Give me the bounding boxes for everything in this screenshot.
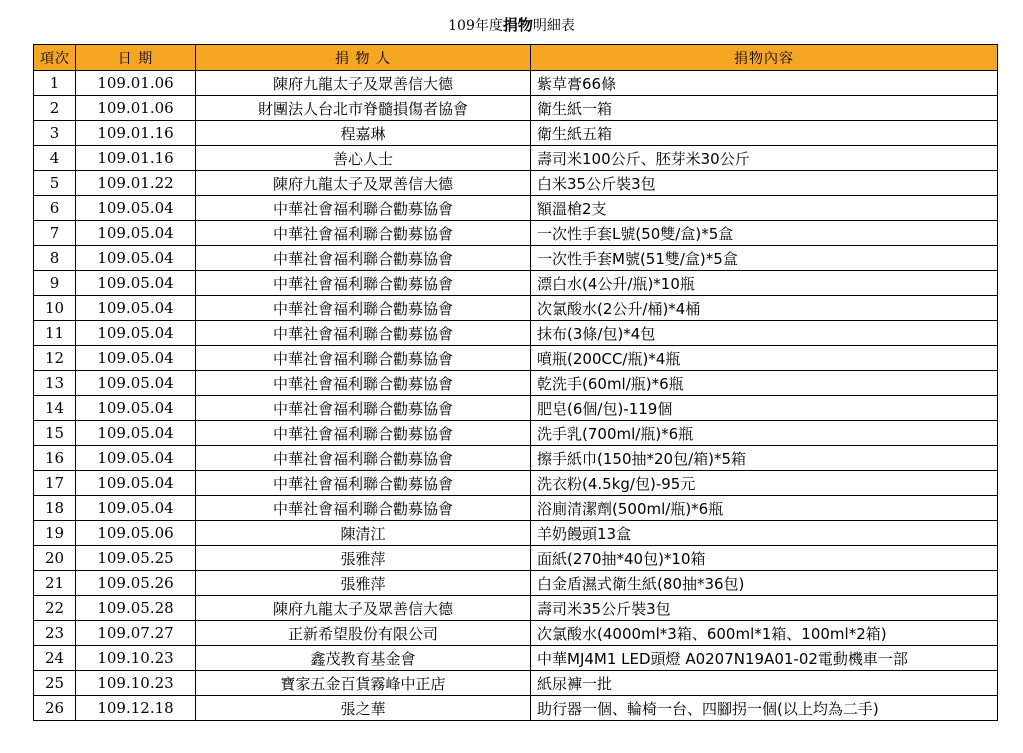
row-index: 10 — [34, 296, 76, 321]
row-index: 23 — [34, 621, 76, 646]
table-row — [34, 646, 998, 671]
row-date: 109.05.04 — [76, 471, 196, 496]
row-date: 109.12.18 — [76, 696, 196, 721]
row-index: 3 — [34, 121, 76, 146]
row-index: 2 — [34, 96, 76, 121]
row-content: 助行器一個、輪椅一台、四腳拐一個(以上均為二手) — [531, 696, 998, 721]
row-donor: 中華社會福利聯合勸募協會 — [196, 471, 531, 496]
row-donor: 張雅萍 — [196, 571, 531, 596]
donation-table — [33, 44, 998, 721]
table-row — [34, 146, 998, 171]
row-date: 109.01.06 — [76, 71, 196, 96]
row-content: 額溫槍2支 — [531, 196, 998, 221]
table-row — [34, 246, 998, 271]
table-row — [34, 321, 998, 346]
table-row — [34, 546, 998, 571]
row-date: 109.05.04 — [76, 446, 196, 471]
header-content: 捐物內容 — [531, 45, 998, 71]
row-index: 20 — [34, 546, 76, 571]
row-donor: 程嘉琳 — [196, 121, 531, 146]
table-row — [34, 221, 998, 246]
row-content: 一次性手套M號(51雙/盒)*5盒 — [531, 246, 998, 271]
row-date: 109.05.26 — [76, 571, 196, 596]
row-donor: 中華社會福利聯合勸募協會 — [196, 421, 531, 446]
table-row — [34, 196, 998, 221]
row-donor: 中華社會福利聯合勸募協會 — [196, 221, 531, 246]
row-date: 109.05.04 — [76, 321, 196, 346]
table-row — [34, 521, 998, 546]
table-row — [34, 621, 998, 646]
row-date: 109.05.04 — [76, 421, 196, 446]
row-index: 8 — [34, 246, 76, 271]
row-index: 22 — [34, 596, 76, 621]
title-bold: 捐物 — [502, 16, 533, 34]
row-donor: 中華社會福利聯合勸募協會 — [196, 346, 531, 371]
table-row — [34, 96, 998, 121]
row-date: 109.05.25 — [76, 546, 196, 571]
row-content: 白金盾濕式衛生紙(80抽*36包) — [531, 571, 998, 596]
title-suffix: 明細表 — [532, 18, 575, 34]
row-donor: 中華社會福利聯合勸募協會 — [196, 271, 531, 296]
table-row — [34, 71, 998, 96]
row-index: 9 — [34, 271, 76, 296]
row-date: 109.05.04 — [76, 496, 196, 521]
row-donor: 中華社會福利聯合勸募協會 — [196, 246, 531, 271]
row-content: 擦手紙巾(150抽*20包/箱)*5箱 — [531, 446, 998, 471]
row-content: 一次性手套L號(50雙/盒)*5盒 — [531, 221, 998, 246]
header-donor: 捐 物 人 — [196, 45, 531, 71]
table-row — [34, 396, 998, 421]
row-donor: 陳府九龍太子及眾善信大德 — [196, 71, 531, 96]
row-donor: 善心人士 — [196, 146, 531, 171]
row-date: 109.05.04 — [76, 346, 196, 371]
row-date: 109.05.04 — [76, 396, 196, 421]
row-donor: 正新希望股份有限公司 — [196, 621, 531, 646]
row-content: 洗手乳(700ml/瓶)*6瓶 — [531, 421, 998, 446]
row-donor: 中華社會福利聯合勸募協會 — [196, 196, 531, 221]
row-content: 紫草膏66條 — [531, 71, 998, 96]
row-index: 15 — [34, 421, 76, 446]
table-row — [34, 571, 998, 596]
row-donor: 中華社會福利聯合勸募協會 — [196, 446, 531, 471]
row-content: 次氯酸水(4000ml*3箱、600ml*1箱、100ml*2箱) — [531, 621, 998, 646]
table-row — [34, 171, 998, 196]
row-donor: 寶家五金百貨霧峰中正店 — [196, 671, 531, 696]
row-donor: 中華社會福利聯合勸募協會 — [196, 321, 531, 346]
row-donor: 中華社會福利聯合勸募協會 — [196, 296, 531, 321]
row-donor: 財團法人台北市脊髓損傷者協會 — [196, 96, 531, 121]
row-donor: 中華社會福利聯合勸募協會 — [196, 496, 531, 521]
row-content: 面紙(270抽*40包)*10箱 — [531, 546, 998, 571]
table-row — [34, 371, 998, 396]
row-index: 24 — [34, 646, 76, 671]
row-date: 109.05.04 — [76, 221, 196, 246]
row-donor: 中華社會福利聯合勸募協會 — [196, 371, 531, 396]
row-index: 21 — [34, 571, 76, 596]
table-row — [34, 671, 998, 696]
row-date: 109.05.04 — [76, 196, 196, 221]
row-date: 109.05.04 — [76, 271, 196, 296]
page-title — [0, 14, 1023, 37]
row-index: 4 — [34, 146, 76, 171]
row-index: 7 — [34, 221, 76, 246]
row-date: 109.01.06 — [76, 96, 196, 121]
row-index: 6 — [34, 196, 76, 221]
table-row — [34, 296, 998, 321]
row-index: 17 — [34, 471, 76, 496]
row-date: 109.05.06 — [76, 521, 196, 546]
row-content: 紙尿褲一批 — [531, 671, 998, 696]
row-content: 噴瓶(200CC/瓶)*4瓶 — [531, 346, 998, 371]
row-content: 衛生紙一箱 — [531, 96, 998, 121]
row-donor: 中華社會福利聯合勸募協會 — [196, 396, 531, 421]
row-date: 109.01.16 — [76, 121, 196, 146]
table-row — [34, 496, 998, 521]
row-content: 乾洗手(60ml/瓶)*6瓶 — [531, 371, 998, 396]
row-date: 109.10.23 — [76, 646, 196, 671]
row-index: 5 — [34, 171, 76, 196]
row-index: 16 — [34, 446, 76, 471]
row-content: 衛生紙五箱 — [531, 121, 998, 146]
row-donor: 張之華 — [196, 696, 531, 721]
row-date: 109.05.28 — [76, 596, 196, 621]
table-row — [34, 471, 998, 496]
row-index: 19 — [34, 521, 76, 546]
row-index: 14 — [34, 396, 76, 421]
table-row — [34, 271, 998, 296]
table-row — [34, 421, 998, 446]
table-header-row — [34, 45, 998, 71]
row-donor: 陳清江 — [196, 521, 531, 546]
row-date: 109.01.16 — [76, 146, 196, 171]
table-body — [34, 71, 998, 721]
row-donor: 陳府九龍太子及眾善信大德 — [196, 171, 531, 196]
row-donor: 陳府九龍太子及眾善信大德 — [196, 596, 531, 621]
row-content: 中華MJ4M1 LED頭燈 A0207N19A01-02電動機車一部 — [531, 646, 998, 671]
row-date: 109.10.23 — [76, 671, 196, 696]
row-content: 肥皂(6個/包)-119個 — [531, 396, 998, 421]
row-index: 25 — [34, 671, 76, 696]
table-row — [34, 446, 998, 471]
row-donor: 鑫茂教育基金會 — [196, 646, 531, 671]
title-prefix: 109年度 — [448, 18, 503, 34]
row-index: 18 — [34, 496, 76, 521]
row-content: 洗衣粉(4.5kg/包)-95元 — [531, 471, 998, 496]
row-content: 抹布(3條/包)*4包 — [531, 321, 998, 346]
table-row — [34, 346, 998, 371]
row-date: 109.07.27 — [76, 621, 196, 646]
row-index: 11 — [34, 321, 76, 346]
row-content: 羊奶饅頭13盒 — [531, 521, 998, 546]
header-index: 項次 — [34, 45, 76, 71]
row-content: 壽司米100公斤、胚芽米30公斤 — [531, 146, 998, 171]
row-date: 109.05.04 — [76, 246, 196, 271]
row-index: 12 — [34, 346, 76, 371]
row-index: 26 — [34, 696, 76, 721]
row-content: 漂白水(4公升/瓶)*10瓶 — [531, 271, 998, 296]
row-index: 13 — [34, 371, 76, 396]
row-donor: 張雅萍 — [196, 546, 531, 571]
row-date: 109.01.22 — [76, 171, 196, 196]
row-content: 白米35公斤裝3包 — [531, 171, 998, 196]
header-date: 日 期 — [76, 45, 196, 71]
row-content: 次氯酸水(2公升/桶)*4桶 — [531, 296, 998, 321]
row-content: 壽司米35公斤裝3包 — [531, 596, 998, 621]
row-index: 1 — [34, 71, 76, 96]
row-date: 109.05.04 — [76, 371, 196, 396]
table-row — [34, 596, 998, 621]
row-content: 浴廁清潔劑(500ml/瓶)*6瓶 — [531, 496, 998, 521]
table-row — [34, 696, 998, 721]
row-date: 109.05.04 — [76, 296, 196, 321]
table-row — [34, 121, 998, 146]
